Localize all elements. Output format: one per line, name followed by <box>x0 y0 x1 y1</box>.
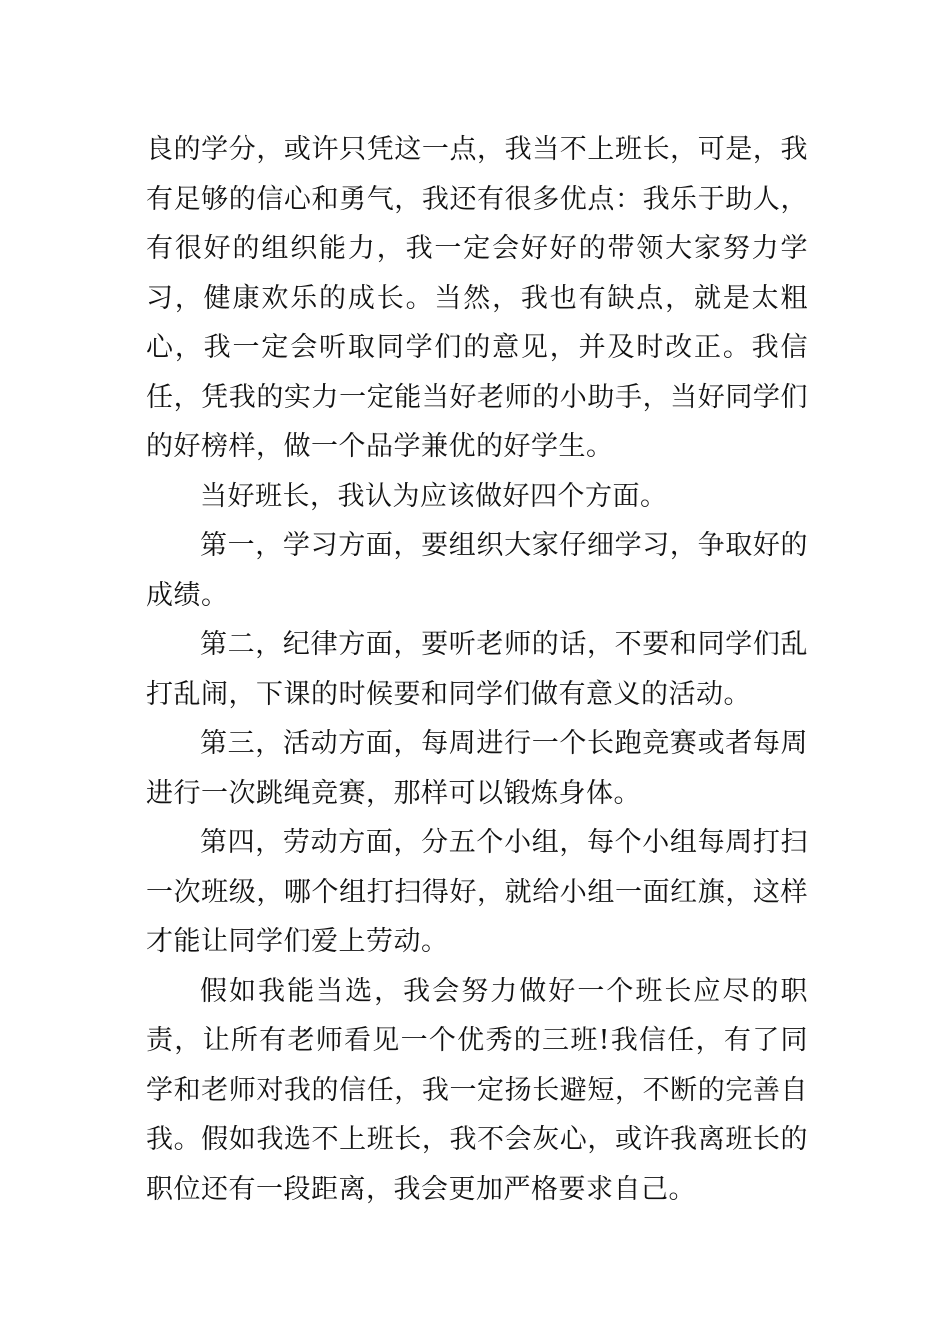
paragraph-intro-four-aspects: 当好班长，我认为应该做好四个方面。 <box>200 480 668 512</box>
paragraph-fourth-labor: 第四，劳动方面，分五个小组，每个小组每周打扫一次班级，哪个组打扫得好，就给小组一面红旗，这样才能让同学们爱上劳动。 <box>146 827 808 957</box>
paragraph-continuation: 良的学分，或许只凭这一点，我当不上班长，可是，我有足够的信心和勇气，我还有很多优点：我乐于助人，有很好的组织能力，我一定会好好的带领大家努力学习，健康欢乐的成长。当然，我也有缺点，就是太粗心，我一定会听取同学们的意见，并及时改正。我信任，凭我的实力一定能当好老师的小助手，当好同学们的好榜样，做一个品学兼优的好学生。 <box>146 134 808 462</box>
document-body <box>146 125 808 1214</box>
paragraph-second-discipline: 第二，纪律方面，要听老师的话，不要和同学们乱打乱闹，下课的时候要和同学们做有意义的活动。 <box>146 629 808 710</box>
paragraph-third-activity: 第三，活动方面，每周进行一个长跑竞赛或者每周进行一次跳绳竞赛，那样可以锻炼身体。 <box>146 728 808 809</box>
paragraph-conclusion: 假如我能当选，我会努力做好一个班长应尽的职责，让所有老师看见一个优秀的三班!我信任，有了同学和老师对我的信任，我一定扬长避短，不断的完善自我。假如我选不上班长，我不会灰心，或许我离班长的职位还有一段距离，我会更加严格要求自己。 <box>146 975 808 1205</box>
paragraph-first-study: 第一，学习方面，要组织大家仔细学习，争取好的成绩。 <box>146 530 808 611</box>
